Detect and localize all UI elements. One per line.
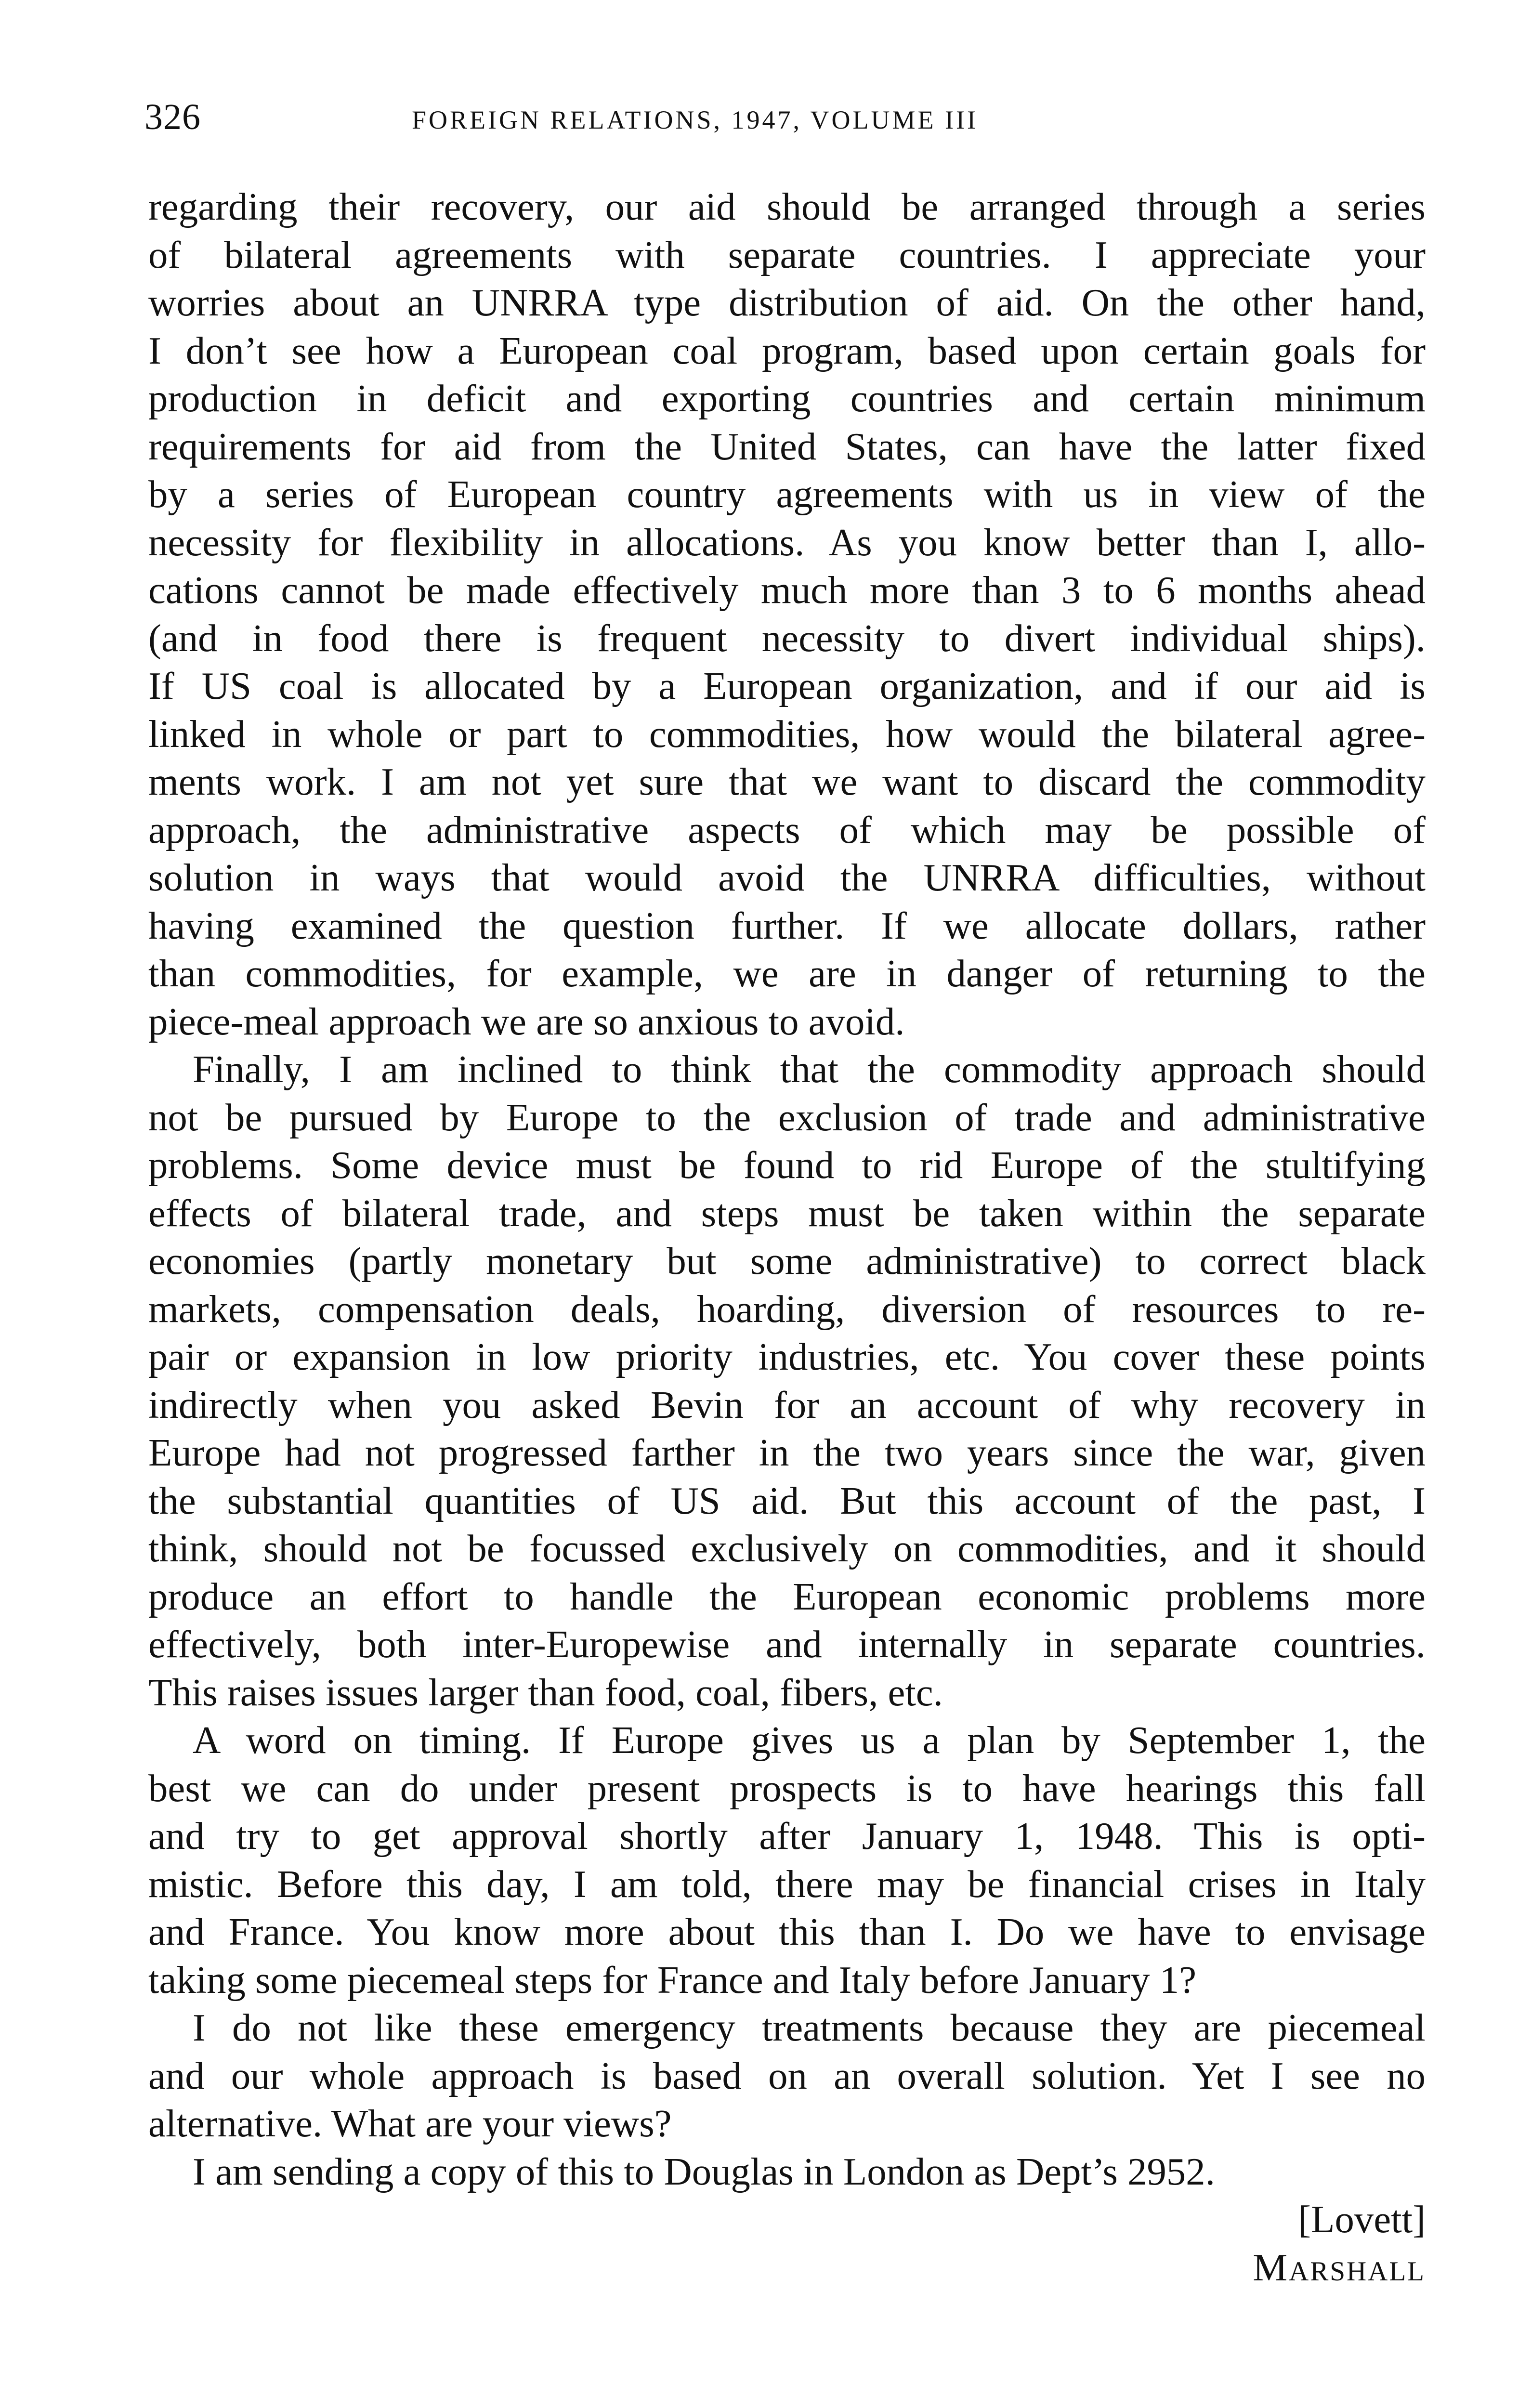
text-line: production in deficit and exporting countries and certain minimum (148, 377, 1426, 420)
text-line: the substantial quantities of US aid. But this account of the past, I (148, 1479, 1426, 1522)
text-line: effects of bilateral trade, and steps must be taken within the separate (148, 1191, 1426, 1235)
text-line: by a series of European country agreements with us in view of the (148, 473, 1426, 516)
signature-block (148, 2196, 1426, 2291)
text-line: and our whole approach is based on an overall solution. Yet I see no (148, 2054, 1426, 2097)
text-line: markets, compensation deals, hoarding, diversion of resources to re- (148, 1287, 1426, 1331)
text-line: This raises issues larger than food, coal, fibers, etc. (148, 1671, 943, 1714)
body-text (148, 183, 1426, 2291)
text-line: Europe had not progressed farther in the two years since the war, given (148, 1431, 1426, 1474)
text-line: requirements for aid from the United States, can have the latter fixed (148, 425, 1426, 468)
paragraph (148, 1046, 1426, 1716)
text-line: economies (partly monetary but some administrative) to correct black (148, 1240, 1426, 1283)
drafter-initials: [Lovett] (1298, 2198, 1426, 2241)
text-line: alternative. What are your views? (148, 2102, 672, 2145)
text-line: mistic. Before this day, I am told, there may be financial crises in Italy (148, 1862, 1426, 1906)
text-line: not be pursued by Europe to the exclusion of trade and administrative (148, 1096, 1426, 1139)
text-line: solution in ways that would avoid the UNRRA difficulties, without (148, 856, 1426, 899)
text-line: regarding their recovery, our aid should be arranged through a series (148, 185, 1426, 228)
text-line: taking some piecemeal steps for France and Italy before January 1? (148, 1958, 1197, 2002)
text-line: approach, the administrative aspects of which may be possible of (148, 808, 1426, 851)
running-head: FOREIGN RELATIONS, 1947, VOLUME III (412, 105, 978, 134)
text-line: linked in whole or part to commodities, how would the bilateral agree- (148, 712, 1426, 756)
text-line: (and in food there is frequent necessity to divert individual ships). (148, 616, 1426, 660)
text-line: indirectly when you asked Bevin for an account of why recovery in (148, 1383, 1426, 1426)
paragraph (148, 2004, 1426, 2148)
text-line: ments work. I am not yet sure that we want to discard the commodity (148, 760, 1426, 803)
text-line: think, should not be focussed exclusively on commodities, and it should (148, 1527, 1426, 1570)
text-line: problems. Some device must be found to rid Europe of the stultifying (148, 1144, 1426, 1187)
paragraph (148, 1716, 1426, 2004)
text-line: having examined the question further. If we allocate dollars, rather (148, 904, 1426, 947)
text-line: produce an effort to handle the European economic problems more (148, 1575, 1426, 1618)
paragraph (148, 2148, 1426, 2196)
text-line: I do not like these emergency treatments because they are piecemeal (193, 2006, 1426, 2049)
text-line: A word on timing. If Europe gives us a plan by September 1, the (193, 1719, 1426, 1762)
text-line: worries about an UNRRA type distribution of aid. On the other hand, (148, 281, 1426, 324)
text-line: cations cannot be made effectively much more than 3 to 6 months ahead (148, 569, 1426, 612)
text-line: Finally, I am inclined to think that the commodity approach should (193, 1048, 1426, 1091)
text-line: and try to get approval shortly after January 1, 1948. This is opti- (148, 1815, 1426, 1858)
text-line: If US coal is allocated by a European organization, and if our aid is (148, 665, 1426, 707)
signer-name: Marshall (1253, 2246, 1426, 2289)
text-line: of bilateral agreements with separate countries. I appreciate your (148, 233, 1426, 276)
text-line: best we can do under present prospects is to have hearings this fall (148, 1767, 1426, 1810)
text-line: pair or expansion in low priority industries, etc. You cover these points (148, 1335, 1426, 1378)
text-line: necessity for flexibility in allocations. As you know better than I, allo- (148, 521, 1426, 564)
text-line: piece-meal approach we are so anxious to avoid. (148, 1000, 905, 1043)
text-line: than commodities, for example, we are in danger of returning to the (148, 952, 1426, 995)
text-line: and France. You know more about this than I. Do we have to envisage (148, 1911, 1426, 1953)
page-number: 326 (144, 97, 201, 137)
text-line: I don’t see how a European coal program, based upon certain goals for (148, 329, 1426, 372)
text-line: I am sending a copy of this to Douglas in London as Dept’s 2952. (193, 2150, 1215, 2193)
text-line: effectively, both inter-Europewise and internally in separate countries. (148, 1623, 1426, 1666)
paragraph (148, 183, 1426, 1046)
